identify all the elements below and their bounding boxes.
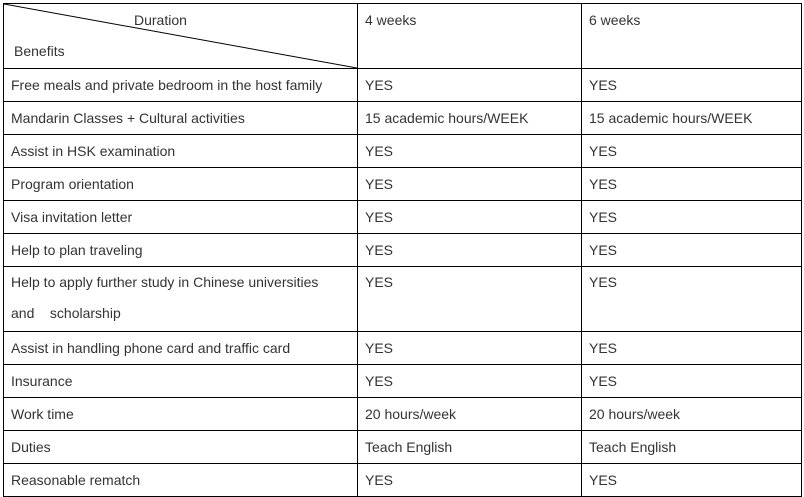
six-weeks-cell: YES	[582, 464, 802, 497]
table-row	[4, 102, 802, 135]
table-row	[4, 168, 802, 201]
four-weeks-cell: 15 academic hours/WEEK	[358, 102, 582, 135]
column-header-6-weeks: 6 weeks	[582, 4, 802, 69]
six-weeks-cell: 20 hours/week	[582, 398, 802, 431]
table-row	[4, 398, 802, 431]
benefits-table	[3, 3, 802, 497]
four-weeks-cell: YES	[358, 267, 582, 332]
four-weeks-cell: YES	[358, 168, 582, 201]
benefit-cell: Help to apply further study in Chinese universities and scholarship	[4, 267, 358, 332]
six-weeks-cell: YES	[582, 365, 802, 398]
four-weeks-cell: YES	[358, 332, 582, 365]
six-weeks-cell: Teach English	[582, 431, 802, 464]
benefit-cell: Help to plan traveling	[4, 234, 358, 267]
benefit-cell: Mandarin Classes + Cultural activities	[4, 102, 358, 135]
table-row	[4, 135, 802, 168]
benefit-cell: Free meals and private bedroom in the host family	[4, 69, 358, 102]
table-row	[4, 332, 802, 365]
benefits-label: Benefits	[14, 43, 65, 59]
six-weeks-cell: YES	[582, 332, 802, 365]
table-row	[4, 201, 802, 234]
six-weeks-cell: 15 academic hours/WEEK	[582, 102, 802, 135]
six-weeks-cell: YES	[582, 168, 802, 201]
six-weeks-cell: YES	[582, 234, 802, 267]
table-row	[4, 464, 802, 497]
four-weeks-cell: Teach English	[358, 431, 582, 464]
four-weeks-cell: YES	[358, 464, 582, 497]
duration-label: Duration	[134, 12, 187, 28]
benefit-cell: Reasonable rematch	[4, 464, 358, 497]
table-row	[4, 234, 802, 267]
benefit-cell: Assist in handling phone card and traffic card	[4, 332, 358, 365]
benefit-cell: Program orientation	[4, 168, 358, 201]
column-header-4-weeks: 4 weeks	[358, 4, 582, 69]
four-weeks-cell: YES	[358, 135, 582, 168]
table-body	[4, 69, 802, 497]
corner-header-cell	[4, 4, 358, 69]
benefit-cell: Insurance	[4, 365, 358, 398]
table-row	[4, 69, 802, 102]
table-row	[4, 267, 802, 332]
benefit-cell: Assist in HSK examination	[4, 135, 358, 168]
four-weeks-cell: YES	[358, 365, 582, 398]
benefit-cell: Work time	[4, 398, 358, 431]
table-row	[4, 365, 802, 398]
four-weeks-cell: 20 hours/week	[358, 398, 582, 431]
four-weeks-cell: YES	[358, 69, 582, 102]
benefit-cell: Duties	[4, 431, 358, 464]
table-row	[4, 431, 802, 464]
benefit-cell: Visa invitation letter	[4, 201, 358, 234]
six-weeks-cell: YES	[582, 135, 802, 168]
table-header-row	[4, 4, 802, 69]
six-weeks-cell: YES	[582, 267, 802, 332]
six-weeks-cell: YES	[582, 69, 802, 102]
six-weeks-cell: YES	[582, 201, 802, 234]
four-weeks-cell: YES	[358, 234, 582, 267]
four-weeks-cell: YES	[358, 201, 582, 234]
